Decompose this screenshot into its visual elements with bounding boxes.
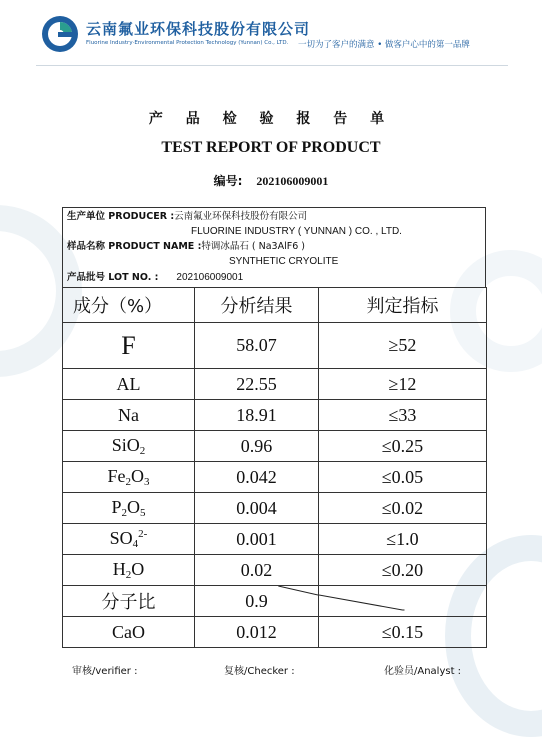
company-logo-icon: [40, 14, 80, 54]
serial-number: [0, 172, 542, 189]
result-value: 0.02: [240, 559, 273, 580]
formula-base: Fe: [107, 466, 126, 486]
component-cell: 分子比: [63, 586, 195, 617]
formula-subscript: 2: [139, 445, 146, 457]
formula-base: H: [112, 559, 126, 579]
standard-cell: ≤33: [319, 400, 487, 431]
standard-cell: ≤0.15: [319, 617, 487, 648]
formula-subscript: 4: [132, 538, 139, 550]
formula-base: SO: [109, 528, 133, 548]
component-cell: [63, 431, 195, 462]
table-row: [63, 524, 487, 555]
table-row: [63, 586, 487, 617]
formula-subscript-2: 3: [144, 476, 150, 488]
results-table: [62, 287, 487, 648]
result-cell: [195, 586, 319, 617]
formula-base: SiO: [111, 435, 140, 455]
formula-subscript: 2: [125, 569, 132, 581]
table-row: [63, 400, 487, 431]
component-cell: Na: [63, 400, 195, 431]
standard-cell: ≤0.25: [319, 431, 487, 462]
company-name: 云南氟业环保科技股份有限公司: [86, 20, 311, 38]
result-cell: 0.012: [195, 617, 319, 648]
formula-mid: O: [127, 497, 140, 517]
result-cell: 0.004: [195, 493, 319, 524]
standard-cell: [319, 586, 487, 617]
product-name-en: SYNTHETIC CRYOLITE: [229, 256, 339, 267]
formula-superscript: 2-: [138, 528, 148, 540]
component-cell: F: [63, 323, 195, 369]
standard-cell: ≥52: [319, 323, 487, 369]
table-row: [63, 431, 487, 462]
standard-cell: ≤0.05: [319, 462, 487, 493]
component-cell: CaO: [63, 617, 195, 648]
table-row: [63, 493, 487, 524]
serial-value: 202106009001: [256, 174, 329, 188]
result-cell: 0.001: [195, 524, 319, 555]
formula-mid: O: [131, 559, 145, 579]
serial-label: 编号:: [213, 174, 243, 188]
formula-subscript: 2: [121, 507, 127, 519]
standard-cell: ≤1.0: [319, 524, 487, 555]
header-divider: [36, 65, 508, 66]
analyst-label: 化验员/Analyst :: [384, 666, 462, 677]
strike-line-standard: [319, 586, 486, 616]
component-cell: AL: [63, 369, 195, 400]
strike-line-result: [195, 586, 318, 616]
component-cell: [63, 524, 195, 555]
table-row: [63, 462, 487, 493]
report-title-chinese: 产 品 检 验 报 告 单: [148, 111, 394, 127]
verifier-label: 审核/verifier :: [72, 666, 138, 677]
producer-name-en: FLUORINE INDUSTRY ( YUNNAN ) CO. , LTD.: [191, 226, 402, 237]
standard-cell: ≤0.02: [319, 493, 487, 524]
formula-base: P: [111, 497, 122, 517]
header-component: 成分（%）: [63, 288, 195, 323]
result-value: 0.9: [245, 590, 268, 611]
result-cell: 22.55: [195, 369, 319, 400]
header-result: 分析结果: [195, 288, 319, 323]
product-info-box: [62, 207, 486, 287]
table-row: [63, 323, 487, 369]
lot-value: 202106009001: [176, 272, 244, 283]
strike-line-left: [195, 555, 318, 585]
table-row: [63, 617, 487, 648]
table-row: [63, 555, 487, 586]
producer-name-zh: 云南氟业环保科技股份有限公司: [174, 211, 308, 222]
formula-subscript-2: 5: [140, 507, 146, 519]
product-name-zh: 特调冰晶石 ( Na3AlF6 ): [201, 241, 305, 252]
table-header-row: [63, 288, 487, 323]
formula-subscript: 2: [125, 476, 131, 488]
result-cell: 0.042: [195, 462, 319, 493]
header-standard: 判定指标: [319, 288, 487, 323]
component-cell: [63, 462, 195, 493]
lot-label: 产品批号 LOT NO. :: [67, 272, 159, 283]
letterhead: [38, 8, 518, 58]
component-cell: [63, 493, 195, 524]
result-cell: [195, 555, 319, 586]
formula-mid: O: [131, 466, 144, 486]
standard-cell: ≥12: [319, 369, 487, 400]
result-cell: 18.91: [195, 400, 319, 431]
checker-label: 复核/Checker :: [224, 666, 295, 677]
result-cell: 58.07: [195, 323, 319, 369]
company-english-name: Fluorine Industry·Environmental Protection Technology (Yunnan) Co., LTD.: [86, 40, 289, 46]
producer-label: 生产单位 PRODUCER :: [67, 211, 175, 222]
standard-cell: ≤0.20: [319, 555, 487, 586]
table-row: [63, 369, 487, 400]
report-title-english: TEST REPORT OF PRODUCT: [161, 139, 381, 156]
company-slogan: 一切为了客户的满意 • 做客户心中的第一品牌: [298, 40, 470, 50]
result-cell: 0.96: [195, 431, 319, 462]
product-name-label: 样品名称 PRODUCT NAME :: [67, 241, 202, 252]
component-cell: [63, 555, 195, 586]
